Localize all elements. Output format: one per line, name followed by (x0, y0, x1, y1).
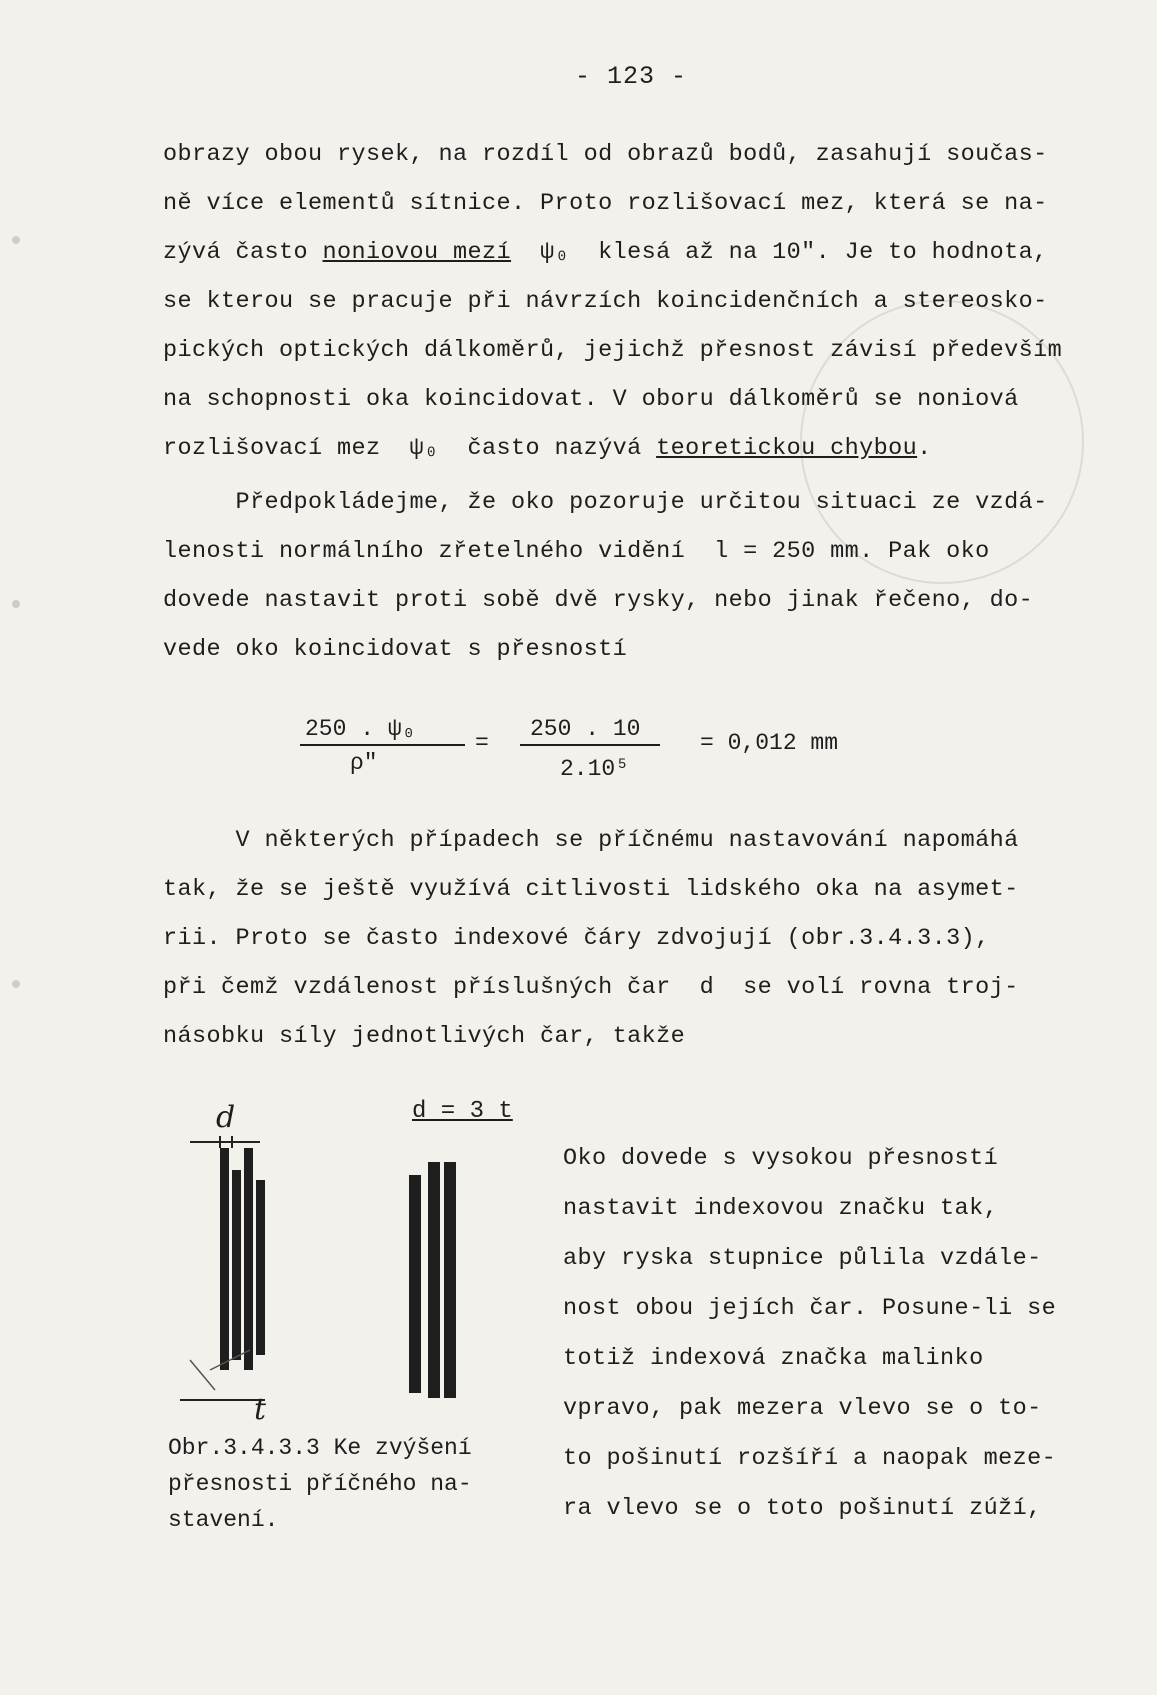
text-line: Předpokládejme, že oko pozoruje určitou situaci ze vzdá- (163, 489, 1048, 516)
text-line: při čemž vzdálenost příslušných čar d se volí rovna troj- (163, 974, 1019, 1001)
text-line: ně více elementů sítnice. Proto rozlišovací mez, která se na- (163, 190, 1048, 217)
right-column-line: aby ryska stupnice půlila vzdále- (563, 1245, 1042, 1272)
caption-line: přesnosti příčného na- (168, 1471, 472, 1497)
text-line (163, 228, 1062, 277)
punch-hole-mark (12, 236, 20, 244)
formula-rhs-denominator: 2.10⁵ (560, 756, 630, 782)
text-run: rozlišovací mez ψ₀ často nazývá (163, 435, 657, 462)
text-line: vede oko koincidovat s přesností (163, 636, 628, 663)
paragraph-2 (163, 478, 1048, 674)
label-d: d (216, 1100, 236, 1135)
right-column-line: nost obou jejích čar. Posune-li se (563, 1295, 1057, 1322)
right-column-line: ra vlevo se o toto pošinutí zúží, (563, 1495, 1042, 1522)
text-line: se kterou se pracuje při návrzích koincidenčních a stereosko- (163, 288, 1048, 315)
text-run: teoretickou chybou (656, 435, 918, 462)
punch-hole-mark (12, 600, 20, 608)
text-run: noniovou mezí (322, 239, 512, 266)
text-line: obrazy obou rysek, na rozdíl od obrazů bodů, zasahují součas- (163, 141, 1048, 168)
formula-equals: = (475, 730, 489, 756)
figure-caption (168, 1430, 472, 1538)
figure-drawing (180, 1100, 520, 1430)
text-run: ψ₀ klesá až na 10". Je to hodnota, (511, 239, 1048, 266)
figure-double-index-lines (180, 1100, 520, 1430)
right-column-line: Oko dovede s vysokou přesností (563, 1145, 999, 1172)
paragraph-3 (163, 816, 1019, 1061)
equation-d-3t: d = 3 t (412, 1098, 513, 1125)
fraction-bar (300, 744, 465, 746)
formula-lhs-denominator: ρ" (350, 750, 378, 776)
text-line: V některých případech se příčnému nastavování napomáhá (163, 827, 1019, 854)
right-column-line: to pošinutí rozšíří a naopak meze- (563, 1445, 1057, 1472)
caption-line: stavení. (168, 1507, 279, 1533)
formula-result: = 0,012 mm (700, 730, 839, 756)
paragraph-1 (163, 130, 1062, 473)
text-line: na schopnosti oka koincidovat. V oboru dálkoměrů se noniová (163, 386, 1019, 413)
text-run: . (917, 435, 932, 462)
label-t: t (254, 1392, 267, 1427)
right-column-text (563, 1134, 1056, 1534)
punch-hole-mark (12, 980, 20, 988)
formula-rhs-numerator: 250 . 10 (530, 716, 641, 742)
formula-lhs-numerator: 250 . ψ₀ (305, 716, 416, 742)
fraction-bar (520, 744, 660, 746)
right-column-line: totiž indexová značka malinko (563, 1345, 984, 1372)
text-line: pických optických dálkoměrů, jejichž přesnost závisí především (163, 337, 1063, 364)
text-line: tak, že se ještě využívá citlivosti lidského oka na asymet- (163, 876, 1019, 903)
right-column-line: nastavit indexovou značku tak, (563, 1195, 999, 1222)
text-run: zývá často (163, 239, 323, 266)
text-line (163, 424, 1062, 473)
right-column-line: vpravo, pak mezera vlevo se o to- (563, 1395, 1042, 1422)
caption-line: Obr.3.4.3.3 Ke zvýšení (168, 1435, 472, 1461)
text-line: násobku síly jednotlivých čar, takže (163, 1023, 686, 1050)
text-line: rii. Proto se často indexové čáry zdvojují (obr.3.4.3.3), (163, 925, 990, 952)
text-line: lenosti normálního zřetelného vidění l = 250 mm. Pak oko (163, 538, 990, 565)
text-line: dovede nastavit proti sobě dvě rysky, nebo jinak řečeno, do- (163, 587, 1034, 614)
page-number: - 123 - (575, 62, 688, 91)
